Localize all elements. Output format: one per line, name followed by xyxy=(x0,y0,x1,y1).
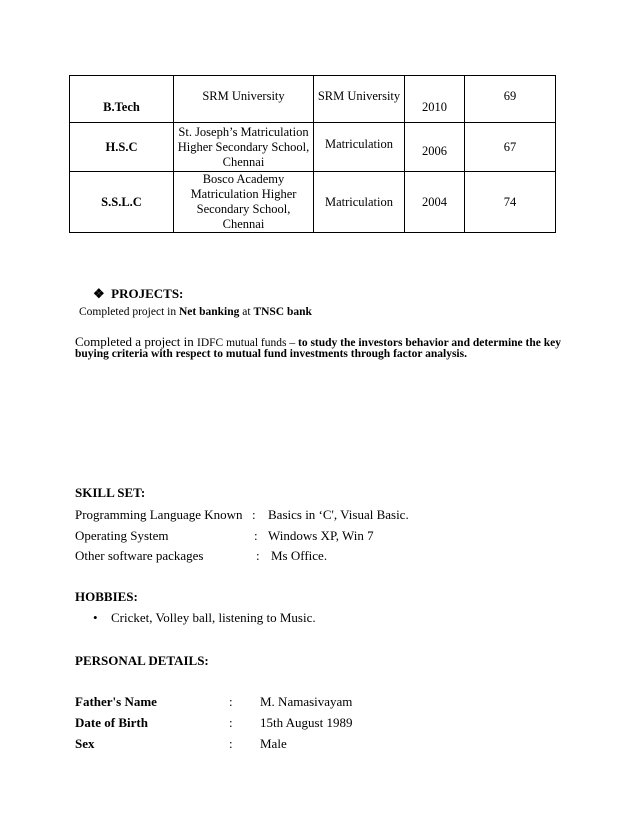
hobbies-heading: HOBBIES: xyxy=(75,589,138,604)
text: IDFC mutual funds – xyxy=(197,337,298,349)
skill-sep: : xyxy=(254,528,258,543)
skill-value: Windows XP, Win 7 xyxy=(268,528,374,543)
skill-sep: : xyxy=(256,548,260,563)
personal-value: M. Namasivayam xyxy=(260,694,353,709)
skill-label: Operating System xyxy=(75,528,169,543)
score-cell: 69 xyxy=(465,76,556,123)
text: Completed a project in xyxy=(75,334,198,349)
institution-cell xyxy=(174,123,314,172)
institution-line: Matriculation Higher xyxy=(190,187,297,201)
board-cell: SRM University xyxy=(314,76,405,123)
table-row xyxy=(70,123,556,172)
skills-heading: SKILL SET: xyxy=(75,485,146,500)
projects-heading xyxy=(93,286,183,302)
institution-line: St. Joseph’s Matriculation xyxy=(178,124,309,139)
bullet-icon: • xyxy=(93,610,98,625)
score-cell: 74 xyxy=(465,172,556,233)
table-row xyxy=(70,172,556,233)
year-cell: 2010 xyxy=(405,76,465,123)
personal-value: Male xyxy=(260,736,287,751)
project-line-1 xyxy=(79,306,312,318)
year-cell: 2004 xyxy=(405,172,465,233)
board-cell: Matriculation xyxy=(314,172,405,233)
text: to study the investors behavior and determine the key xyxy=(297,337,561,349)
text: TNSC bank xyxy=(253,306,312,318)
institution-line: Bosco Academy xyxy=(202,172,285,186)
projects-heading-text: PROJECTS: xyxy=(111,286,184,301)
skill-label: Other software packages xyxy=(75,548,204,563)
personal-sep: : xyxy=(229,736,233,751)
skill-value: Basics in ‘C', Visual Basic. xyxy=(268,507,409,522)
institution-line: SRM University xyxy=(202,89,285,103)
score-cell: 67 xyxy=(465,123,556,172)
institution-cell xyxy=(174,172,314,233)
institution-line: Secondary School, Chennai xyxy=(196,202,291,231)
personal-sep: : xyxy=(229,694,233,709)
personal-value: 15th August 1989 xyxy=(260,715,353,730)
institution-line: Chennai xyxy=(222,154,265,169)
skill-label: Programming Language Known xyxy=(75,507,243,522)
personal-heading: PERSONAL DETAILS: xyxy=(75,653,209,668)
degree-cell: H.S.C xyxy=(70,123,174,172)
skill-value: Ms Office. xyxy=(271,548,328,563)
text: at xyxy=(239,306,254,318)
skill-sep: : xyxy=(252,507,256,522)
project-line-3: buying criteria with respect to mutual fund investments through factor analysis. xyxy=(75,348,467,360)
year-cell: 2006 xyxy=(405,123,465,172)
education-table xyxy=(69,75,556,233)
institution-line: Higher Secondary School, xyxy=(177,139,310,154)
personal-label: Sex xyxy=(75,736,95,751)
hobby-item: Cricket, Volley ball, listening to Music. xyxy=(111,610,316,625)
degree-cell: B.Tech xyxy=(70,76,174,123)
degree-cell: S.S.L.C xyxy=(70,172,174,233)
text: Net banking xyxy=(178,306,240,318)
board-cell: Matriculation xyxy=(314,123,405,172)
text: Completed project in xyxy=(79,306,179,318)
personal-label: Father's Name xyxy=(75,694,157,709)
personal-label: Date of Birth xyxy=(75,715,148,730)
table-row xyxy=(70,76,556,123)
personal-sep: : xyxy=(229,715,233,730)
diamond-bullet-icon: ❖ xyxy=(93,286,105,301)
institution-cell xyxy=(174,76,314,123)
